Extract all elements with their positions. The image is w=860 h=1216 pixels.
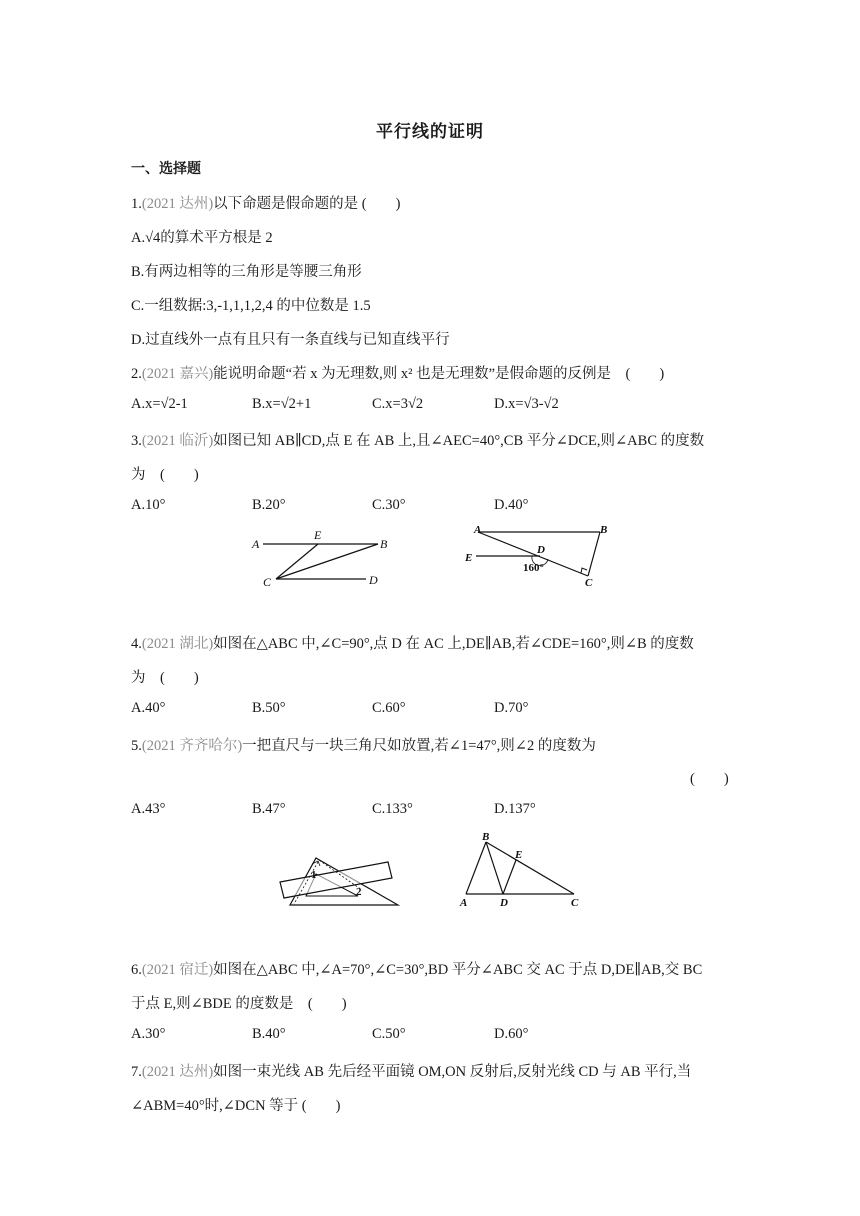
question-text: 能说明命题“若 x 为无理数,则 x² 也是无理数”是假命题的反例是 ( ) bbox=[213, 366, 665, 382]
answer-bracket: ( ) bbox=[690, 771, 729, 787]
question-4 bbox=[131, 632, 694, 653]
label-d: D bbox=[369, 573, 378, 587]
option-d: D.40° bbox=[494, 497, 529, 513]
question-text: 如图一束光线 AB 先后经平面镜 OM,ON 反射后,反射光线 CD 与 AB 平行,当 bbox=[213, 1064, 692, 1080]
label-b: B bbox=[482, 831, 490, 843]
right-angle-mark bbox=[581, 568, 587, 573]
option-c: C.133° bbox=[372, 801, 413, 817]
label-a: A bbox=[474, 524, 482, 536]
question-6 bbox=[131, 958, 702, 979]
option-d: D.137° bbox=[494, 801, 536, 817]
option-b: B.47° bbox=[252, 801, 286, 817]
question-source: (2021 嘉兴) bbox=[141, 366, 214, 382]
option-a: A.√4的算术平方根是 2 bbox=[131, 230, 273, 246]
question-text: 一把直尺与一块三角尺如放置,若∠1=47°,则∠2 的度数为 bbox=[242, 738, 596, 754]
question-text-cont: ∠ABM=40°时,∠DCN 等于 ( ) bbox=[131, 1098, 341, 1114]
label-d: D bbox=[537, 544, 545, 556]
line-ab bbox=[466, 842, 486, 894]
question-source: (2021 临沂) bbox=[141, 433, 214, 449]
question-text: 如图已知 AB∥CD,点 E 在 AB 上,且∠AEC=40°,CB 平分∠DCE,则∠ABC 的度数 bbox=[213, 433, 705, 449]
right-angle-mark bbox=[312, 861, 320, 866]
option-c: C.一组数据:3,-1,1,1,2,4 的中位数是 1.5 bbox=[131, 298, 371, 314]
line-cb bbox=[276, 544, 378, 579]
question-3 bbox=[131, 429, 704, 450]
option-c: C.50° bbox=[372, 1026, 406, 1042]
option-d: D.过直线外一点有且只有一条直线与已知直线平行 bbox=[131, 332, 450, 348]
option-b: B.40° bbox=[252, 1026, 286, 1042]
label-a: A bbox=[252, 537, 260, 551]
figure-q5 bbox=[274, 852, 404, 910]
question-source: (2021 达州) bbox=[141, 1064, 214, 1080]
label-b: B bbox=[600, 524, 608, 536]
label-e: E bbox=[515, 849, 523, 861]
question-number: 5. bbox=[131, 738, 142, 754]
question-number: 6. bbox=[131, 962, 142, 978]
option-b: B.x=√2+1 bbox=[252, 396, 312, 412]
question-text-cont: 为 ( ) bbox=[131, 467, 199, 483]
line-de bbox=[503, 860, 516, 894]
question-text: 如图在△ABC 中,∠A=70°,∠C=30°,BD 平分∠ABC 交 AC 于点 D,DE∥AB,交 BC bbox=[213, 962, 703, 978]
label-c: C bbox=[585, 577, 593, 589]
question-number: 4. bbox=[131, 636, 142, 652]
figure-q6 bbox=[456, 830, 588, 910]
label-c: C bbox=[571, 897, 579, 909]
question-text: 以下命题是假命题的是 ( ) bbox=[213, 196, 401, 212]
question-1 bbox=[131, 192, 400, 213]
question-source: (2021 湖北) bbox=[141, 636, 214, 652]
option-a: A.43° bbox=[131, 801, 166, 817]
line-ce bbox=[276, 544, 318, 579]
option-c: C.60° bbox=[372, 700, 406, 716]
figure-q3 bbox=[248, 524, 398, 594]
angle-1-label: 1 bbox=[311, 869, 317, 881]
label-d: D bbox=[500, 897, 508, 909]
option-b: B.20° bbox=[252, 497, 286, 513]
question-number: 2. bbox=[131, 366, 142, 382]
option-c: C.30° bbox=[372, 497, 406, 513]
label-a: A bbox=[460, 897, 468, 909]
label-c: C bbox=[263, 575, 272, 589]
line-bc bbox=[486, 842, 574, 894]
question-5 bbox=[131, 734, 596, 755]
option-a: A.10° bbox=[131, 497, 166, 513]
question-source: (2021 齐齐哈尔) bbox=[141, 738, 243, 754]
line-bc bbox=[588, 532, 600, 576]
label-b: B bbox=[380, 537, 388, 551]
label-e: E bbox=[314, 528, 322, 542]
question-number: 3. bbox=[131, 433, 142, 449]
question-7 bbox=[131, 1060, 691, 1081]
angle-2-label: 2 bbox=[356, 886, 362, 898]
option-d: D.70° bbox=[494, 700, 529, 716]
question-source: (2021 宿迁) bbox=[141, 962, 214, 978]
angle-label: 160° bbox=[523, 562, 544, 574]
question-source: (2021 达州) bbox=[141, 196, 214, 212]
option-a: A.40° bbox=[131, 700, 166, 716]
label-e: E bbox=[465, 552, 473, 564]
page-title: 平行线的证明 bbox=[376, 122, 484, 142]
question-2 bbox=[131, 362, 664, 383]
option-a: A.30° bbox=[131, 1026, 166, 1042]
option-a: A.x=√2-1 bbox=[131, 396, 188, 412]
question-text: 如图在△ABC 中,∠C=90°,点 D 在 AC 上,DE∥AB,若∠CDE=160°,则∠B 的度数 bbox=[213, 636, 694, 652]
option-d: D.x=√3-√2 bbox=[494, 396, 559, 412]
question-text-cont: 于点 E,则∠BDE 的度数是 ( ) bbox=[131, 996, 347, 1012]
section-heading: 一、选择题 bbox=[131, 161, 201, 177]
option-b: B.50° bbox=[252, 700, 286, 716]
line-bd bbox=[486, 842, 503, 894]
option-b: B.有两边相等的三角形是等腰三角形 bbox=[131, 264, 362, 280]
option-c: C.x=3√2 bbox=[372, 396, 424, 412]
question-number: 7. bbox=[131, 1064, 142, 1080]
question-text-cont: 为 ( ) bbox=[131, 670, 199, 686]
question-number: 1. bbox=[131, 196, 142, 212]
figure-q4 bbox=[460, 518, 620, 590]
option-d: D.60° bbox=[494, 1026, 529, 1042]
